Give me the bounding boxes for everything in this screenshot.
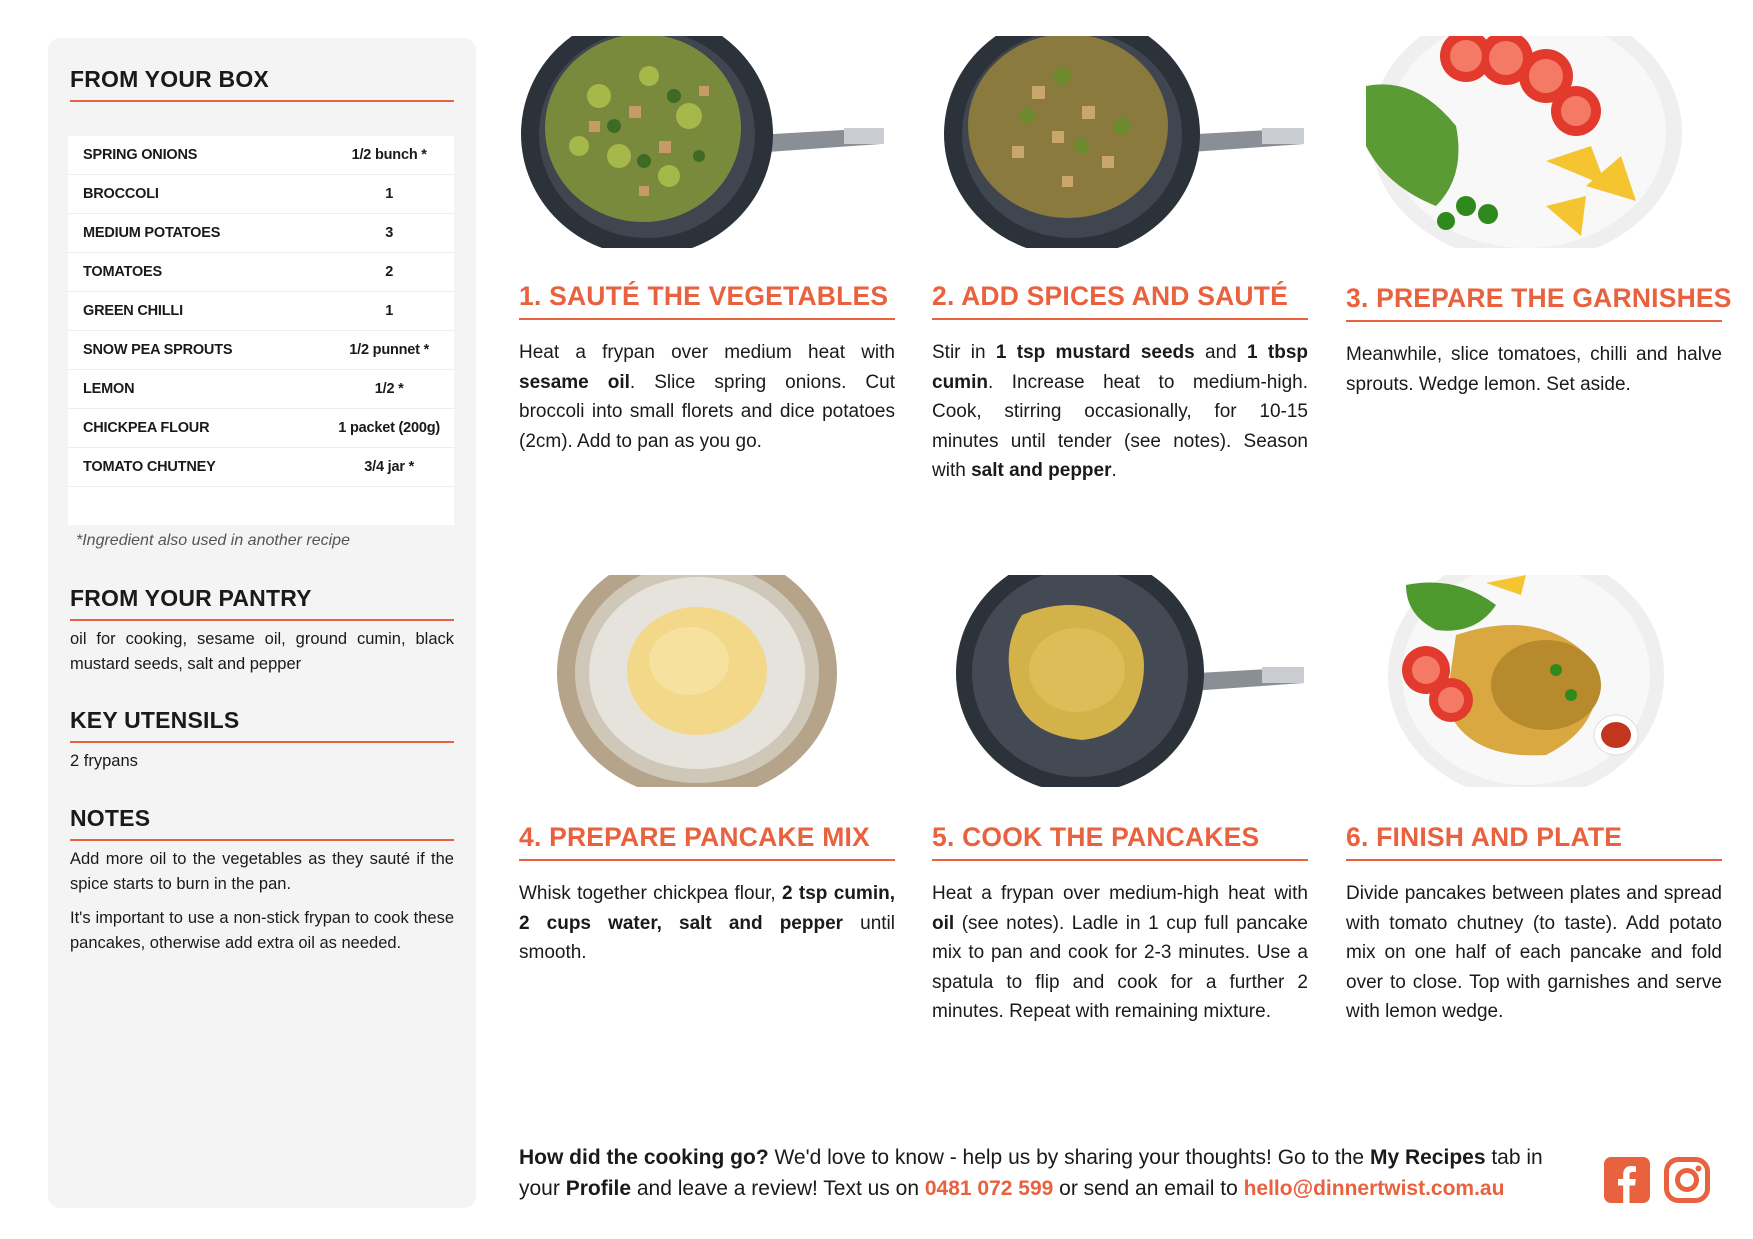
ingredient-name: BROCCOLI <box>83 186 159 202</box>
note-1: Add more oil to the vegetables as they sauté if the spice starts to burn in the pan. <box>70 850 454 893</box>
step-4-photo <box>519 575 895 787</box>
step-6-text: Divide pancakes between plates and spread with tomato chutney (to taste). Add potato mix on one half of each pancake and fold over to close. Top with garnishes and serve with lemon wedge. <box>1346 883 1722 1022</box>
step-3-text: Meanwhile, slice tomatoes, chilli and halve sprouts. Wedge lemon. Set aside. <box>1346 344 1722 395</box>
ingredient-name: CHICKPEA FLOUR <box>83 420 210 436</box>
table-row <box>68 292 454 331</box>
ingredient-qty: 1/2 punnet * <box>349 342 430 358</box>
ingredient-qty: 1 packet (200g) <box>338 420 441 436</box>
table-row <box>68 136 454 175</box>
ingredient-name: TOMATO CHUTNEY <box>83 459 216 475</box>
ingredient-name: TOMATOES <box>83 264 162 280</box>
my-recipes-link[interactable]: My Recipes <box>1369 1146 1486 1169</box>
pantry-text: oil for cooking, sesame oil, ground cumin, black mustard seeds, salt and pepper <box>70 630 454 673</box>
step-1-photo <box>519 36 895 248</box>
step-5-photo <box>932 575 1308 787</box>
phone-link[interactable]: 0481 072 599 <box>924 1177 1054 1200</box>
ingredient-name: LEMON <box>83 381 135 397</box>
from-your-box-title: FROM YOUR BOX <box>70 66 454 102</box>
note-2: It's important to use a non-stick frypan to cook these pancakes, otherwise add extra oil as needed. <box>70 909 454 952</box>
table-row <box>68 448 454 487</box>
step-1-text: Heat a frypan over medium heat with sesame oil. Slice spring onions. Cut broccoli into small florets and dice potatoes (2cm). Add to pan as you go. <box>519 342 895 452</box>
step-2-title: 2. ADD SPICES AND SAUTÉ <box>932 281 1308 320</box>
step-2-text: Stir in 1 tsp mustard seeds and 1 tbsp cumin. Increase heat to medium-high. Cook, stirring occasionally, for 10-15 minutes until tender (see notes). Season with salt and pepper. <box>932 342 1308 481</box>
ingredient-qty: 3/4 jar * <box>364 459 415 475</box>
step-6-photo <box>1346 575 1722 787</box>
profile-link[interactable]: Profile <box>565 1177 632 1200</box>
feedback-text: How did the cooking go? We'd love to know - help us by sharing your thoughts! Go to the My Recipes tab in your Profile and leave a review! Text us on 0481 072 599 or send an email to hello@dinnertwist.com.au <box>519 1146 1543 1200</box>
step-4-title: 4. PREPARE PANCAKE MIX <box>519 822 895 861</box>
step-3-title: 3. PREPARE THE GARNISHES <box>1346 283 1722 322</box>
step-3-photo <box>1346 36 1722 248</box>
ingredients-table <box>68 136 454 525</box>
ingredient-qty: 1 <box>385 303 394 319</box>
step-4-text: Whisk together chickpea flour, 2 tsp cumin, 2 cups water, salt and pepper until smooth. <box>519 883 895 963</box>
key-utensils-title: KEY UTENSILS <box>70 707 454 743</box>
ingredient-name: SNOW PEA SPROUTS <box>83 342 233 358</box>
step-5-title: 5. COOK THE PANCAKES <box>932 822 1308 861</box>
step-1-title: 1. SAUTÉ THE VEGETABLES <box>519 281 895 320</box>
ingredient-qty: 3 <box>385 225 394 241</box>
ingredient-qty: 1/2 * <box>374 381 404 397</box>
instagram-icon[interactable] <box>1664 1157 1710 1203</box>
ingredient-name: SPRING ONIONS <box>83 147 198 163</box>
email-link[interactable]: hello@dinnertwist.com.au <box>1243 1177 1505 1200</box>
ingredient-qty: 2 <box>385 264 394 280</box>
step-5-text: Heat a frypan over medium-high heat with oil (see notes). Ladle in 1 cup full pancake mix to pan and cook for 2-3 minutes. Use a spatula to flip and cook for a further 2 minutes. Repeat with remaining mixture. <box>932 883 1308 1022</box>
step-2-photo <box>932 36 1308 248</box>
table-row <box>68 175 454 214</box>
facebook-icon[interactable] <box>1604 1157 1650 1203</box>
table-row-empty <box>68 487 454 525</box>
table-row <box>68 253 454 292</box>
table-row <box>68 331 454 370</box>
table-row <box>68 409 454 448</box>
ingredient-qty: 1/2 bunch * <box>351 147 427 163</box>
notes-title: NOTES <box>70 805 454 841</box>
table-row <box>68 370 454 409</box>
feedback-lead: How did the cooking go? <box>519 1146 769 1169</box>
from-your-pantry-title: FROM YOUR PANTRY <box>70 585 454 621</box>
ingredient-name: GREEN CHILLI <box>83 303 183 319</box>
ingredient-name: MEDIUM POTATOES <box>83 225 221 241</box>
table-row <box>68 214 454 253</box>
ingredient-qty: 1 <box>385 186 394 202</box>
ingredients-sidebar <box>48 38 476 1208</box>
step-6-title: 6. FINISH AND PLATE <box>1346 822 1722 861</box>
footnote: *Ingredient also used in another recipe <box>76 532 350 549</box>
utensils-text: 2 frypans <box>70 752 138 770</box>
